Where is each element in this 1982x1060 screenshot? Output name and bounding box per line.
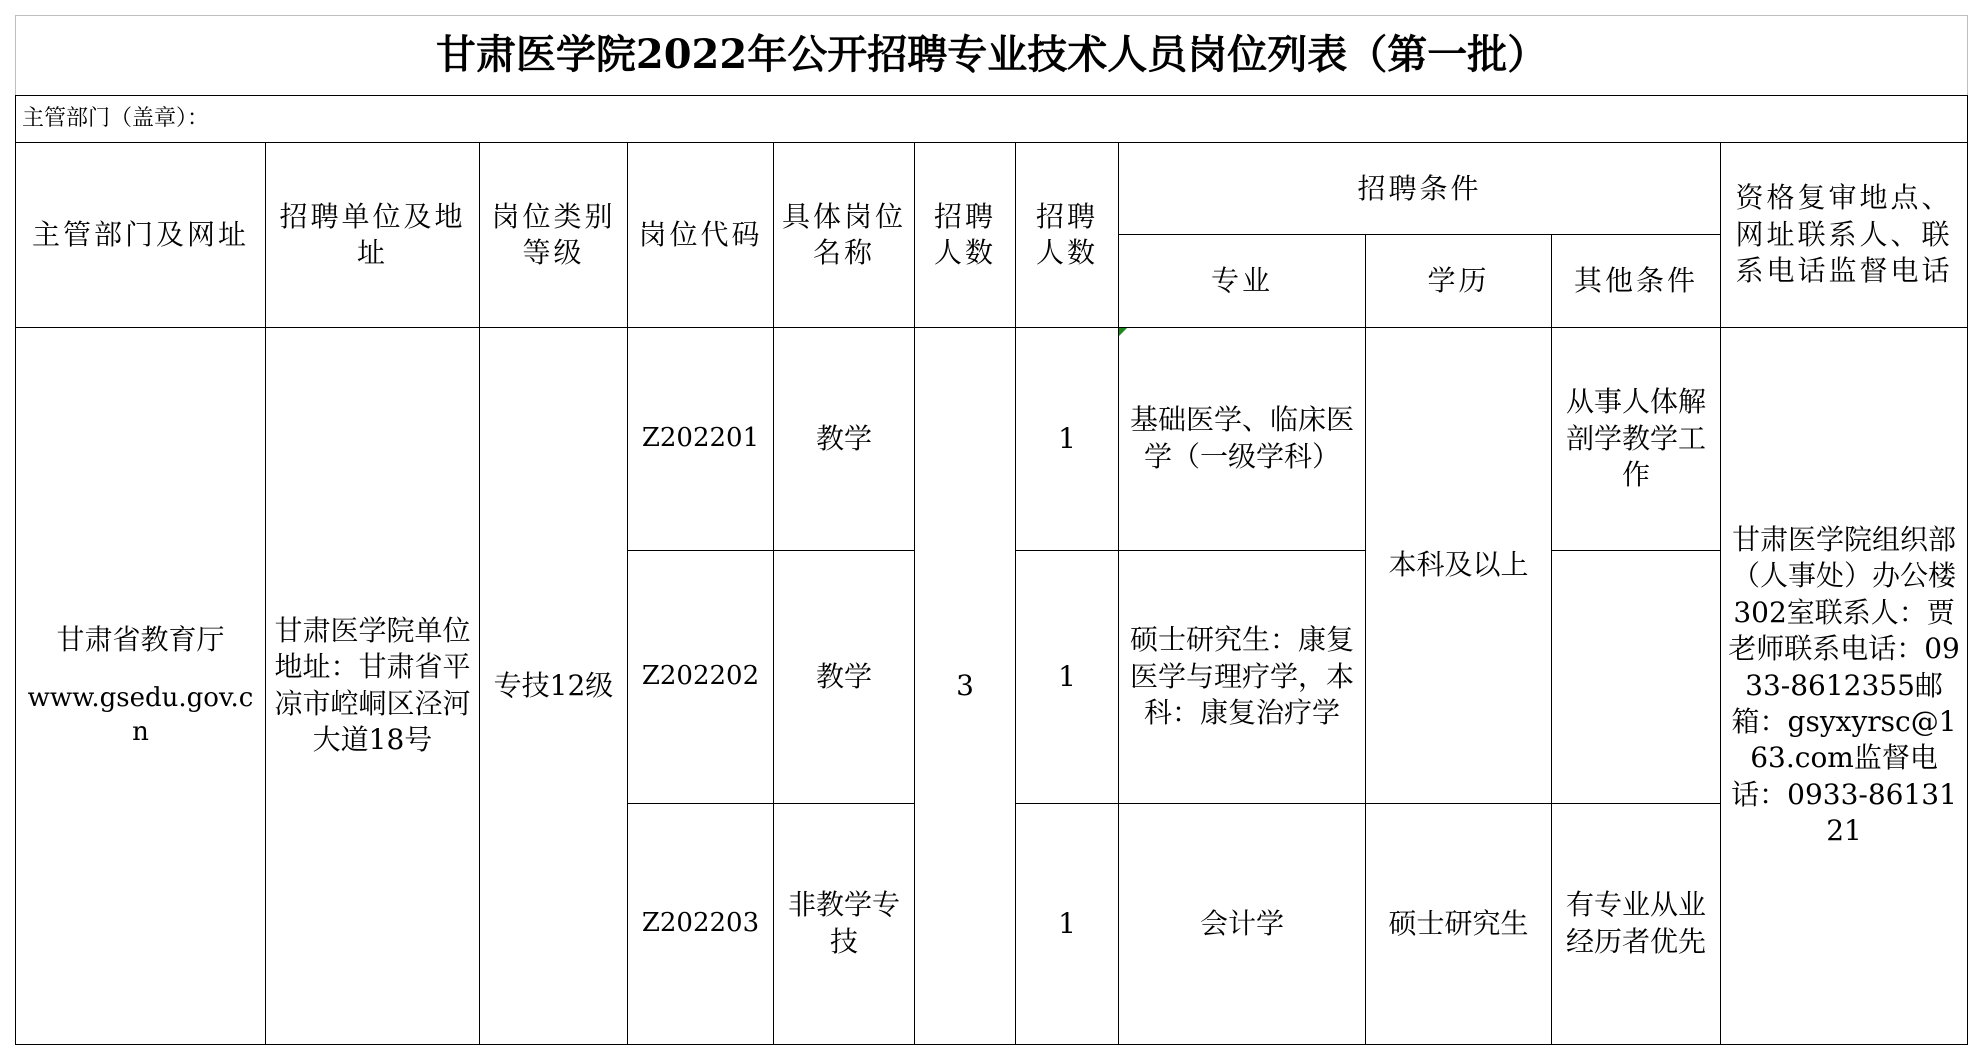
header-dept-web: 主管部门及网址 [16, 143, 266, 327]
dept-name: 甘肃省教育厅 [56, 622, 225, 656]
row3-count: 1 [1016, 803, 1119, 1044]
row3-other: 有专业从业经历者优先 [1552, 803, 1721, 1044]
row1-code: Z202201 [628, 327, 774, 551]
unit-addr-cell: 甘肃医学院单位地址：甘肃省平凉市崆峒区泾河大道18号 [266, 327, 480, 1044]
row1-count: 1 [1016, 327, 1119, 551]
header-count-b: 招聘人数 [1016, 143, 1119, 327]
row2-major: 硕士研究生：康复医学与理疗学，本科：康复治疗学 [1119, 551, 1366, 804]
header-post-name: 具体岗位名称 [774, 143, 915, 327]
header-conditions: 招聘条件 [1119, 143, 1721, 235]
row2-code: Z202202 [628, 551, 774, 804]
row2-count: 1 [1016, 551, 1119, 804]
table-title: 甘肃医学院2022年公开招聘专业技术人员岗位列表（第一批） [16, 16, 1968, 96]
dept-cell [16, 327, 266, 1044]
header-other: 其他条件 [1552, 235, 1721, 327]
dept-url: www.gsedu.gov.cn [27, 683, 254, 747]
header-unit-addr: 招聘单位及地址 [266, 143, 480, 327]
header-education: 学历 [1366, 235, 1552, 327]
header-post-code: 岗位代码 [628, 143, 774, 327]
header-post-type: 岗位类别等级 [480, 143, 628, 327]
header-count-a: 招聘人数 [915, 143, 1016, 327]
post-level-cell: 专技12级 [480, 327, 628, 1044]
row1-major: 基础医学、临床医学（一级学科） [1119, 327, 1366, 551]
row2-name: 教学 [774, 551, 915, 804]
row3-education: 硕士研究生 [1366, 803, 1552, 1044]
dept-stamp-label: 主管部门（盖章）： [16, 95, 1968, 143]
row1-other: 从事人体解剖学教学工作 [1552, 327, 1721, 551]
header-major: 专业 [1119, 235, 1366, 327]
row1-name: 教学 [774, 327, 915, 551]
recruitment-table [15, 15, 1968, 1045]
header-review: 资格复审地点、网址联系人、联系电话监督电话 [1721, 143, 1968, 327]
education-shared-cell: 本科及以上 [1366, 327, 1552, 803]
row3-name: 非教学专技 [774, 803, 915, 1044]
row3-code: Z202203 [628, 803, 774, 1044]
review-info-cell: 甘肃医学院组织部（人事处）办公楼302室联系人：贾老师联系电话：0933-8612355邮箱：gsyxyrsc@163.com监督电话：0933-8613121 [1721, 327, 1968, 1044]
row2-other [1552, 551, 1721, 804]
row3-major: 会计学 [1119, 803, 1366, 1044]
spreadsheet [15, 15, 1967, 1045]
total-count-cell: 3 [915, 327, 1016, 1044]
